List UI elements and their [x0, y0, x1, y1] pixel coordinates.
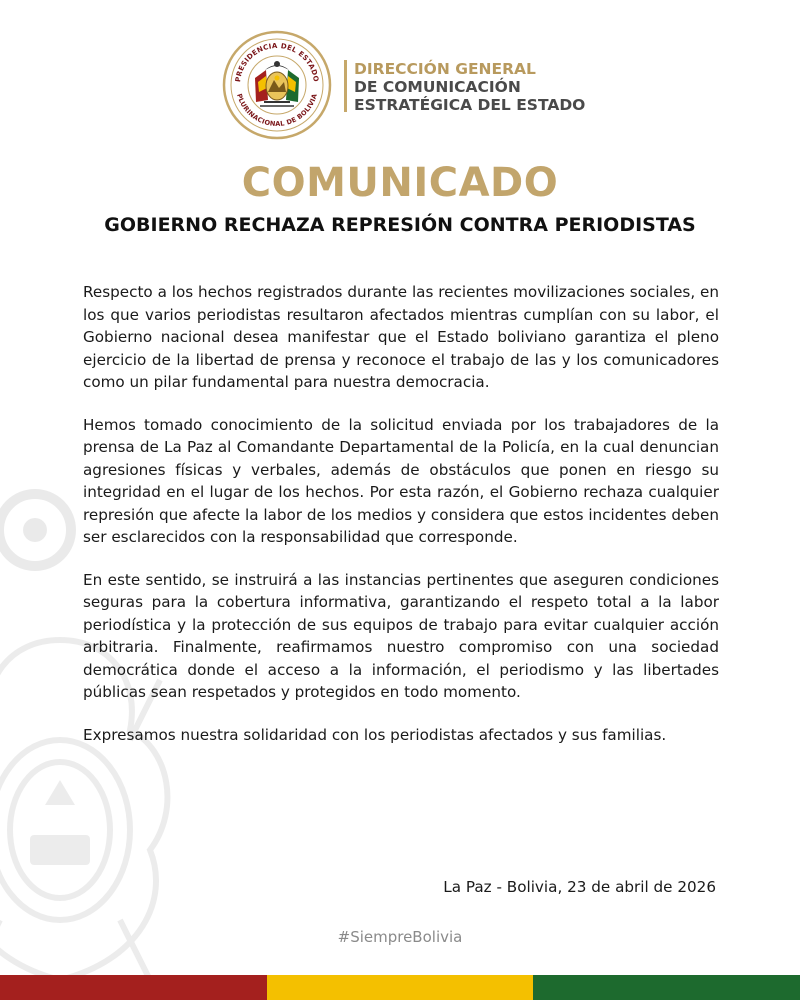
org-name-line3: ESTRATÉGICA DEL ESTADO	[354, 96, 586, 114]
flag-stripe	[0, 975, 800, 1000]
org-name-line1: DIRECCIÓN GENERAL	[354, 60, 536, 78]
org-name-line2: DE COMUNICACIÓN	[354, 78, 521, 96]
document-heading: COMUNICADO	[241, 160, 559, 206]
place-and-date: La Paz - Bolivia, 23 de abril de 2026	[443, 878, 716, 896]
flag-stripe-green	[533, 975, 800, 1000]
logo-watermark-icon	[0, 485, 80, 575]
hashtag: #SiempreBolivia	[337, 928, 463, 946]
paragraph-1: Respecto a los hechos registrados durante las recientes movilizaciones sociales, en los que varios periodistas resultaron afectados mientras cumplían con su labor, el Gobierno nacional desea manifestar que el Estado boliviano garantiza el pleno ejercicio de la libertad de prensa y reconoce el trabajo de las y los comunicadores como un pilar fundamental para nuestra democracia.	[83, 283, 719, 391]
flag-stripe-yellow	[267, 975, 534, 1000]
document-subheading: GOBIERNO RECHAZA REPRESIÓN CONTRA PERIODISTAS	[104, 214, 696, 236]
seal-text-bottom: PLURINACIONAL DE BOLIVIA	[235, 92, 319, 129]
flag-stripe-red	[0, 975, 267, 1000]
presidency-seal	[222, 30, 332, 140]
paragraph-2: Hemos tomado conocimiento de la solicitud enviada por los trabajadores de la prensa de La Paz al Comandante Departamental de la Policía, en la cual denuncian agresiones físicas y verbales, además de obstáculos que ponen en riesgo su integridad en el lugar de los hechos. Por esta razón, el Gobierno rechaza cualquier represión que afecte la labor de los medios y considera que estos incidentes deben ser esclarecidos con la responsabilidad que corresponde.	[83, 415, 719, 546]
organization-name	[354, 60, 585, 114]
paragraph-4: Expresamos nuestra solidaridad con los periodistas afectados y sus familias.	[83, 725, 667, 744]
header	[222, 30, 602, 140]
header-divider	[344, 60, 347, 112]
communique-body	[83, 281, 719, 766]
seal-text-top: PRESIDENCIA DEL ESTADO	[234, 41, 320, 83]
paragraph-3: En este sentido, se instruirá a las instancias pertinentes que aseguren condiciones seguras para la cobertura informativa, garantizando el respeto total a la labor periodística y la protección de sus equipos de trabajo para evitar cualquier acción arbitraria. Finalmente, reafirmamos nuestro compromiso con una sociedad democrática donde el acceso a la información, el periodismo y las libertades públicas sean respetados y protegidos en todo momento.	[83, 570, 719, 701]
